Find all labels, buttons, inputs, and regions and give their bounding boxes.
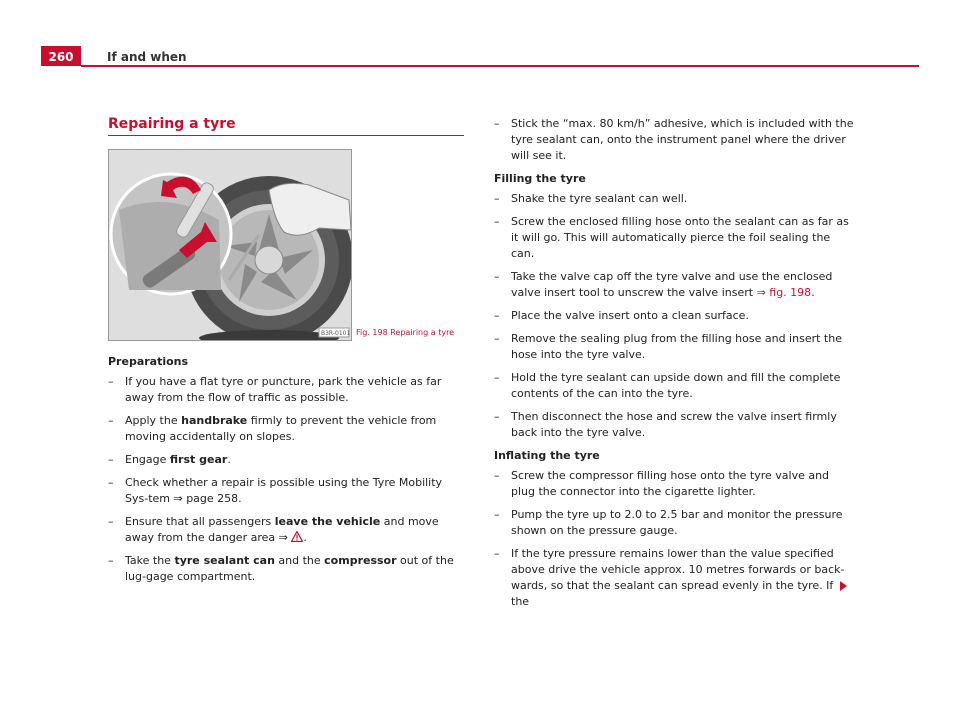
list-item: – If you have a flat tyre or puncture, park the vehicle as far away from the flow of traffic as possible. (108, 375, 442, 404)
list-item: – Hold the tyre sealant can upside down and fill the complete contents of the can into the tyre. (494, 371, 841, 400)
list-item: – Pump the tyre up to 2.0 to 2.5 bar and monitor the pressure shown on the pressure gauge. (494, 508, 843, 537)
figure-caption: Fig. 198 Repairing a tyre (356, 328, 455, 337)
page-number: 260 (41, 46, 81, 66)
preparations-column (108, 354, 468, 592)
list-item: – Place the valve insert onto a clean surface. (494, 309, 749, 322)
list-item: – Remove the sealing plug from the filling hose and insert the hose into the tyre valve. (494, 332, 842, 361)
list-item: – Shake the tyre sealant can well. (494, 192, 688, 205)
list-item: – Stick the “max. 80 km/h” adhesive, which is included with the tyre sealant can, onto the instrument panel where the driver will see it. (494, 117, 854, 162)
list-item: – Screw the compressor filling hose onto the tyre valve and plug the connector into the cigarette lighter. (494, 469, 830, 498)
section-title: Repairing a tyre (108, 116, 236, 132)
figure-reference-link[interactable]: ⇒ fig. 198 (756, 286, 812, 299)
list-item: – Then disconnect the hose and screw the valve insert firmly back into the tyre valve. (494, 410, 837, 439)
figure-code: B3R-0101 (321, 330, 351, 337)
section-rule (108, 135, 464, 136)
continue-arrow-icon (838, 581, 848, 591)
list-item: – Screw the enclosed filling hose onto the sealant can as far as it will go. This will automatically pierce the foil sealing the can. (494, 215, 849, 260)
preparations-heading: Preparations (108, 355, 189, 368)
list-item: – Ensure that all passengers leave the vehicle and move away from the danger area ⇒ . (108, 515, 439, 544)
inflating-heading: Inflating the tyre (494, 449, 600, 462)
chapter-title: If and when (107, 50, 187, 64)
procedure-column (494, 116, 854, 617)
warning-icon[interactable] (291, 531, 303, 542)
page-header (41, 46, 919, 66)
header-rule (81, 65, 919, 67)
list-item: – If the tyre pressure remains lower than the value specified above drive the vehicle approx. 10 metres forwards or back-wards, so that the sealant can spread evenly in the tyre. If the (494, 547, 845, 608)
list-item: – Take the valve cap off the tyre valve and use the enclosed valve insert tool to unscrew the valve insert ⇒ fig. 198. (494, 270, 833, 299)
tyre-repair-illustration (109, 150, 351, 340)
list-item: – Take the tyre sealant can and the compressor out of the lug-gage compartment. (108, 554, 454, 583)
filling-heading: Filling the tyre (494, 172, 586, 185)
tyre-repair-figure (108, 149, 352, 341)
list-item: – Apply the handbrake firmly to prevent the vehicle from moving accidentally on slopes. (108, 414, 437, 443)
list-item: – Engage first gear. (108, 453, 231, 466)
list-item: – Check whether a repair is possible using the Tyre Mobility Sys-tem ⇒ page 258. (108, 476, 443, 505)
